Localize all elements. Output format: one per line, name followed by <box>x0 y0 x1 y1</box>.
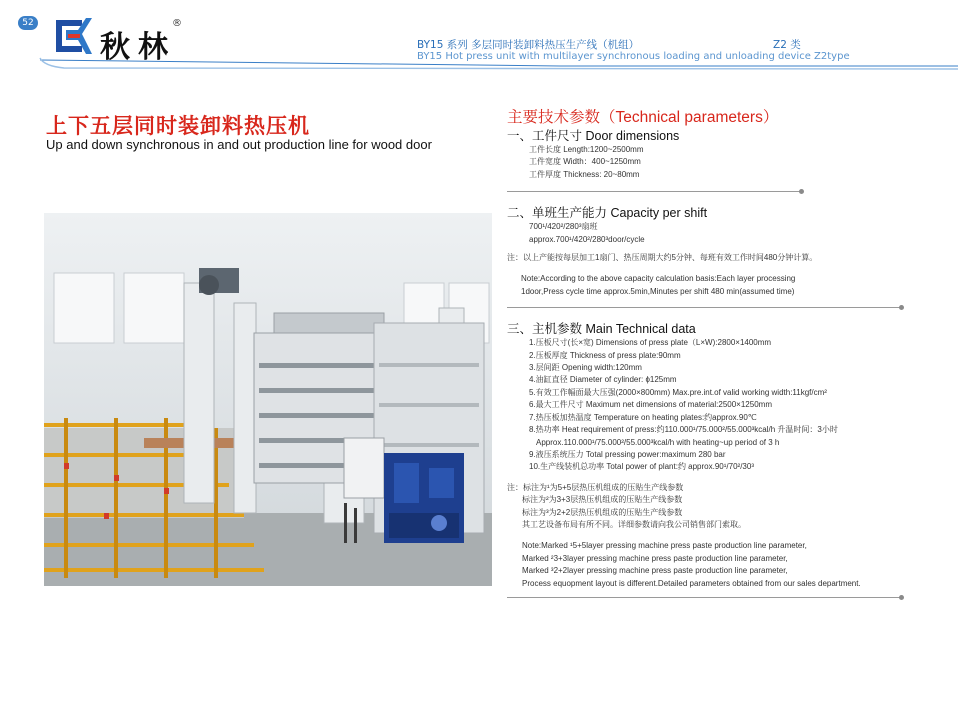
capacity-line-cn: 700¹/420²/280³扇班 <box>529 222 598 232</box>
capacity-note-en-1: Note:According to the above capacity calculation basis:Each layer processing <box>521 274 796 284</box>
marked-note-en: Note:Marked ¹5+5layer pressing machine press paste production line parameter, <box>522 541 807 551</box>
capacity-heading: 二、单班生产能力 Capacity per shift <box>507 206 708 221</box>
marked-note-en: Marked ³2+2layer pressing machine press paste production line parameter, <box>522 566 788 576</box>
main-item: 9.液压系统压力 Total pressing power:maximum 280 bar <box>529 449 726 459</box>
product-title-en: Up and down synchronous in and out production line for wood door <box>46 137 432 152</box>
tech-title: 主要技术参数（Technical parameters） <box>507 109 779 126</box>
marked-note-cn: 标注为²为3+3层热压机组成的压贴生产线参数 <box>522 495 683 505</box>
technical-parameters <box>507 108 927 605</box>
door-thickness: 工件厚度 Thickness: 20~80mm <box>529 169 640 179</box>
marked-note-en: Marked ²3+3layer pressing machine press paste production line parameter, <box>522 553 788 563</box>
product-title-cn: 上下五层同时装卸料热压机 <box>46 114 310 138</box>
door-width: 工件宽度 Width：400~1250mm <box>529 157 641 167</box>
page-number: 52 <box>18 16 38 30</box>
main-item: 10.生产线装机总功率 Total power of plant:约 approx.90¹/70²/30³ <box>529 462 754 472</box>
main-item: 1.压板尺寸(长×宽) Dimensions of press plate（L×W):2800×1400mm <box>529 338 772 348</box>
divider <box>507 301 927 315</box>
main-item: 5.有效工作幅面最大压强(2000×800mm) Max.pre.int.of valid working width:11kgf/cm² <box>529 387 827 397</box>
capacity-note-en-2: 1door,Press cycle time approx.5min,Minutes per shift 480 min(assumed time) <box>521 286 795 296</box>
main-item: 4.油缸直径 Diameter of cylinder: ɸ125mm <box>529 375 677 385</box>
class-label: Z2 类 <box>773 39 801 51</box>
divider <box>507 591 927 605</box>
marked-note-cn: 标注为³为2+2层热压机组成的压贴生产线参数 <box>522 507 683 517</box>
main-item: 6.最大工件尺寸 Maximum net dimensions of material:2500×1250mm <box>529 400 772 410</box>
series-title-en: BY15 Hot press unit with multilayer synchronous loading and unloading device Z2type <box>417 51 850 62</box>
company-logo <box>52 14 92 58</box>
marked-note-en: Process equopment layout is different.Detailed parameters obtained from our sales department. <box>522 578 861 588</box>
capacity-line-en: approx.700¹/420²/280³door/cycle <box>529 234 645 244</box>
marked-note-cn: 注：标注为¹为5+5层热压机组成的压贴生产线参数 <box>507 482 684 492</box>
registered-mark: ® <box>172 18 182 29</box>
main-item: 2.压板厚度 Thickness of press plate:90mm <box>529 350 681 360</box>
brand-name: 秋林 <box>100 30 176 65</box>
main-data-heading: 三、主机参数 Main Technical data <box>507 322 696 337</box>
door-heading: 一、工件尺寸 Door dimensions <box>507 129 680 143</box>
divider <box>507 185 927 199</box>
capacity-note-cn: 注：以上产能按每层加工1扇门、热压周期大约5分钟、每班有效工作时间480分钟计算。 <box>507 253 818 263</box>
marked-note-cn: 其工艺设备布局有所不同。详细参数请向我公司销售部门索取。 <box>522 519 746 529</box>
main-item: 3.层间距 Opening width:120mm <box>529 363 642 373</box>
main-item: 7.热压板加热温度 Temperature on heating plates:约approx.90℃ <box>529 412 757 422</box>
door-length: 工件长度 Length:1200~2500mm <box>529 145 644 154</box>
main-item: 8.热功率 Heat requirement of press:约110.000¹/75.000²/55.000³kcal/h 升温时间：3小时 <box>529 425 838 435</box>
series-title-cn: BY15 系列 多层同时装卸料热压生产线（机组） <box>417 39 640 51</box>
main-item: Approx.110.000¹/75.000²/55.000³kcal/h with heating~up period of 3 h <box>536 437 780 447</box>
machine-photo <box>44 213 492 586</box>
